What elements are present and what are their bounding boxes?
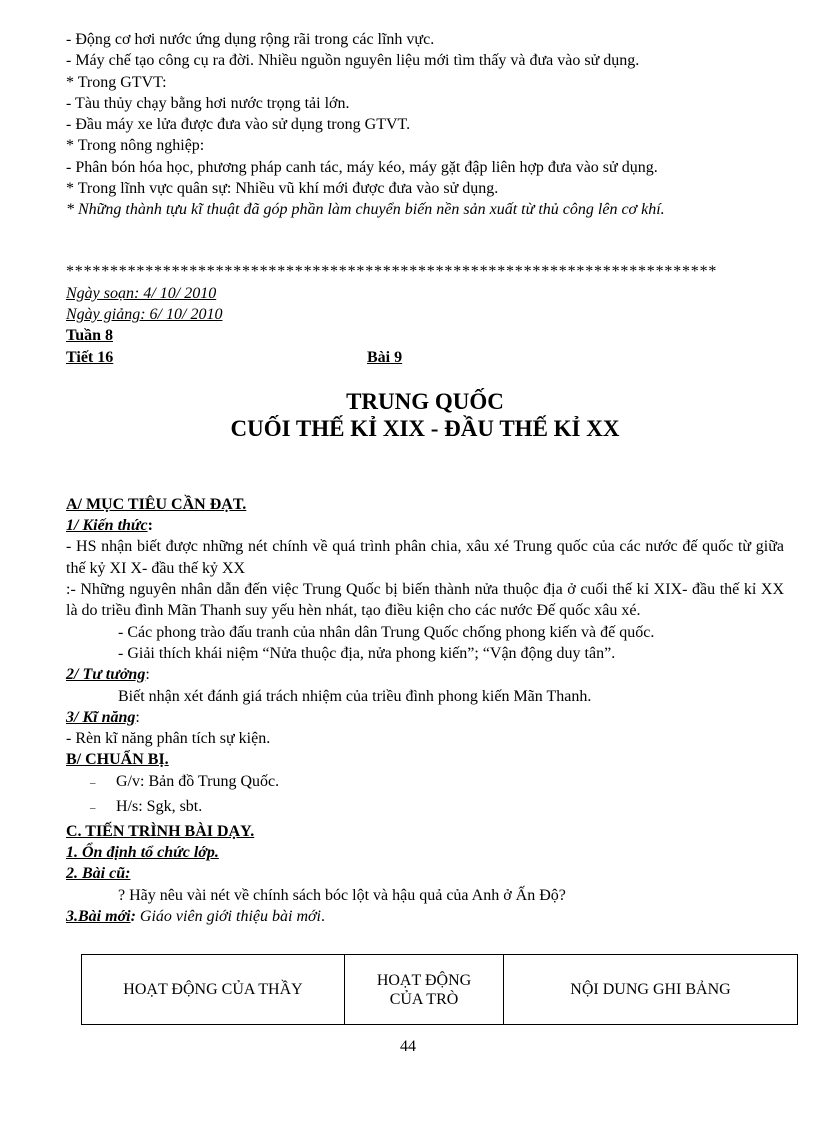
step-2: 2. Bài cũ: (66, 865, 131, 883)
page-number: 44 (400, 1038, 416, 1055)
tuan: Tuần 8 (66, 327, 113, 345)
kien-thuc-p3: - Các phong trào đấu tranh của nhân dân Trung Quốc chống phong kiến và đế quốc. (118, 623, 655, 641)
intro-line: - Động cơ hơi nước ứng dụng rộng rãi trong các lĩnh vực. (66, 31, 435, 48)
tu-tuong-colon: : (145, 666, 150, 684)
list-item-text: G/v: Bản đồ Trung Quốc. (116, 772, 280, 790)
ki-nang-p1: - Rèn kĩ năng phân tích sự kiện. (66, 730, 271, 748)
intro-conclusion: * Những thành tựu kĩ thuật đã góp phần làm chuyển biến nền sản xuất từ thủ công lên cơ khí. (66, 201, 665, 219)
ngay-giang: Ngày giảng: 6/ 10/ 2010 (66, 305, 223, 323)
list-item-text: H/s: Sgk, sbt. (116, 797, 203, 815)
kien-thuc-p2: :- Những nguyên nhân dẫn đến việc Trung Quốc bị biến thành nửa thuộc địa ở cuối thế kỉ XIX- đầu thế kỉ XX là do triều đình Mãn Thanh suy yếu hèn nhát, tạo điều kiện cho các nước Đế quốc xâu xé. (66, 581, 784, 620)
section-c-heading: C. TIẾN TRÌNH BÀI DẠY. (66, 822, 255, 840)
step-1: 1. Ổn định tổ chức lớp. (66, 844, 219, 862)
dash-bullet: – (90, 801, 96, 814)
table-header-student: HOẠT ĐỘNG CỦA TRÒ (345, 955, 504, 1025)
tu-tuong-p1: Biết nhận xét đánh giá trách nhiệm của triều đình phong kiến Mãn Thanh. (118, 687, 592, 705)
title-line-2: CUỐI THẾ KỈ XIX - ĐẦU THẾ KỈ XX (230, 415, 620, 441)
ki-nang-heading (66, 707, 784, 728)
table-header-content: NỘI DUNG GHI BẢNG (504, 955, 798, 1025)
intro-line: - Máy chế tạo công cụ ra đời. Nhiều nguồn nguyên liệu mới tìm thấy và đưa vào sử dụng. (66, 52, 640, 70)
kien-thuc-p4: - Giải thích khái niệm “Nửa thuộc địa, nửa phong kiến”; “Vận động duy tân”. (118, 644, 616, 662)
intro-line: * Trong nông nghiệp: (66, 137, 205, 155)
intro-line: - Tàu thủy chạy bằng hơi nước trọng tải lớn. (66, 94, 350, 112)
kien-thuc-p1: - HS nhận biết được những nét chính về quá trình phân chia, xâu xé Trung quốc của các nước đế quốc từ giữa thế kỷ XI X- đầu thế kỷ XX (66, 538, 784, 577)
intro-line: * Trong lĩnh vực quân sự: Nhiều vũ khí mới được đưa vào sử dụng. (66, 180, 499, 198)
section-b-heading: B/ CHUẨN BỊ. (66, 751, 169, 769)
intro-line: * Trong GTVT: (66, 73, 167, 91)
table-header-teacher: HOẠT ĐỘNG CỦA THẦY (82, 955, 345, 1025)
activity-table (81, 954, 798, 1025)
step-3-colon: : (130, 907, 136, 925)
ki-nang-colon: : (135, 708, 140, 726)
ngay-soan: Ngày soạn: 4/ 10/ 2010 (66, 284, 217, 302)
step-2-question: ? Hãy nêu vài nét về chính sách bóc lột và hậu quả của Anh ở Ấn Độ? (118, 886, 566, 904)
title-line-1: TRUNG QUỐC (346, 388, 504, 414)
intro-line: - Phân bón hóa học, phương pháp canh tác, máy kéo, máy gặt đập liên hợp đưa vào sử dụng. (66, 158, 658, 176)
list-item (66, 771, 784, 796)
list-item (66, 796, 784, 821)
kien-thuc-label: 1/ Kiến thức (66, 517, 148, 535)
step-3 (66, 906, 784, 927)
tiet-bai-row (66, 347, 784, 368)
step-3-label: 3.Bài mới (66, 907, 131, 925)
step-3-text: Giáo viên giới thiệu bài mới (135, 907, 321, 925)
tu-tuong-heading (66, 664, 784, 685)
step-3-end: . (320, 907, 325, 925)
tu-tuong-label: 2/ Tư tưởng (66, 666, 146, 684)
dash-bullet: – (90, 776, 96, 789)
intro-line: - Đầu máy xe lửa được đưa vào sử dụng trong GTVT. (66, 116, 411, 134)
table-row (82, 955, 798, 1025)
ki-nang-label: 3/ Kĩ năng (66, 708, 136, 726)
tiet: Tiết 16 (66, 348, 114, 366)
separator-line: ************************************************************************** (66, 262, 718, 280)
bai: Bài 9 (367, 348, 403, 366)
kien-thuc-colon: : (147, 517, 153, 535)
kien-thuc-heading (66, 515, 784, 536)
section-a-heading: A/ MỤC TIÊU CẦN ĐẠT. (66, 495, 247, 513)
document-page (66, 29, 784, 927)
